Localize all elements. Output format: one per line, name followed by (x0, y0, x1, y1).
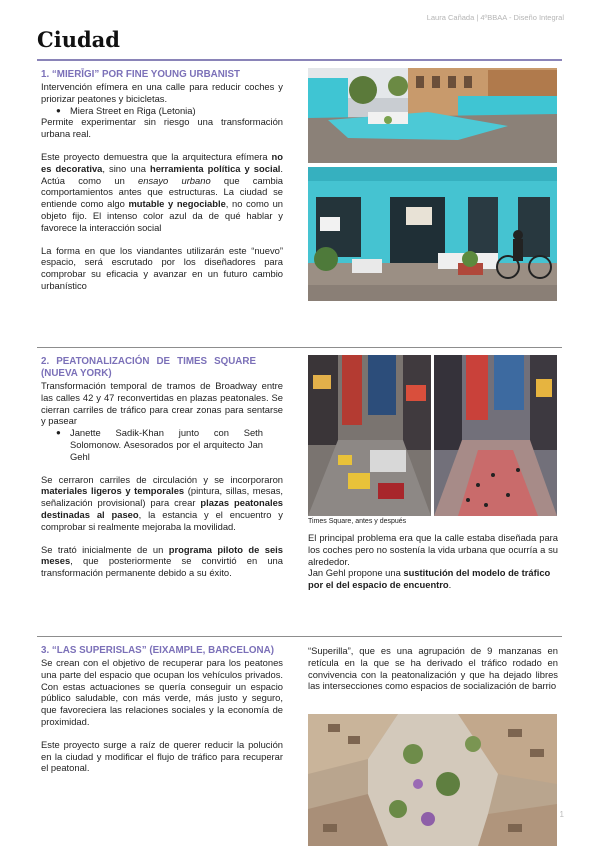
section2-paragraph3: Se trató inicialmente de un programa piloto de seis meses, que posteriormente se convirtió en una transformación permanente debido a su éxito. (41, 543, 283, 579)
author-header: Laura Cañada | 4ºBBAA - Diseño Integral (426, 13, 564, 22)
section3-paragraph2: Este proyecto surge a raíz de querer reducir la polución en la ciudad y modificar el flujo de tráfico para recuperar el peatonal. (41, 738, 283, 774)
section1-line2: Permite experimentar sin riesgo una transformación urbana real. (41, 116, 283, 140)
section2-right-text (308, 532, 558, 591)
section2-right-paragraph2: Jan Gehl propone una sustitución del modelo de tráfico por el del espacio de encuentro. (308, 567, 551, 591)
section3-paragraph1: Se crean con el objetivo de recuperar para los peatones una parte del espacio que ocupan los vehículos privados. Con estas actuaciones se quería conseguir un espacio público saludable, con más verde, más justo y seguro, que favoreciera las relaciones sociales y la economía de proximidad. (41, 657, 283, 727)
miera-street-photo-2 (308, 167, 557, 301)
page-title: Ciudad (37, 27, 120, 52)
times-square-photo (308, 355, 557, 516)
section2-intro: Transformación temporal de tramos de Broadway entre las calles 42 y 47 reconvertidas en plazas peatonales. Se cierran carriles de tráfico para crear zonas para sentarse y pasear (41, 380, 283, 427)
section1-intro: Intervención efímera en una calle para reducir coches y priorizar peatones y bicicletas. (41, 81, 283, 104)
section2-text (41, 356, 283, 579)
section1-bullet-text: Miera Street en Riga (Letonia) (70, 104, 196, 116)
section3-right-text (308, 645, 558, 692)
section3-right-paragraph1: “Superilla”, que es una agrupación de 9 manzanas en retícula en la que se ha derivado el tráfico rodado en convivencia con la peatonalización y que ha dejado libres las intersecciones como espacios de socialización de barrio (308, 645, 558, 692)
section2-paragraph2: Se cerraron carriles de circulación y se incorporaron materiales ligeros y temporales (pintura, sillas, mesas, señalización provisional) para crear plazas peatonales destinadas al paseo, la estancia y el encuentro y comprobar si realmente mejoraba la movilidad. (41, 473, 283, 532)
section-divider-1 (37, 347, 562, 348)
superilla-aerial-photo (308, 714, 557, 846)
section2-bullet-text: Janette Sadik-Khan junto con Seth Solomonow. Asesorados por el arquitecto Jan Gehl (70, 427, 263, 462)
section1-paragraph2: Este proyecto demuestra que la arquitectura efímera no es decorativa, sino una herramienta política y social. Actúa como un ensayo urbano que cambia comportamientos antes que estructuras. La ciudad se entiende como algo mutable y negociable, no como un objeto fijo. El intenso color azul da de qué hablar y favorece la interacción social (41, 150, 284, 233)
section2-title: 2. PEATONALIZACIÓN DE TIMES SQUARE (NUEVA YORK) (41, 356, 256, 379)
section2-right-paragraph1: El principal problema era que la calle estaba diseñada para los coches pero no sostenía la vida urbana que ocurría a su alrededor. (308, 532, 558, 567)
miera-street-photo-1 (308, 68, 557, 163)
times-square-caption: Times Square, antes y después (308, 518, 407, 525)
section2-bullet: ● Janette Sadik-Khan junto con Seth Solomonow. Asesorados por el arquitecto Jan Gehl (41, 427, 283, 462)
title-divider (37, 59, 562, 61)
section1-paragraph3: La forma en que los viandantes utilizarán este “nuevo” espacio, será escrutado por los diseñadores para comprobar su eficacia y avanzar en un futuro cambio urbanístico (41, 244, 283, 291)
section1-title: 1. “MIERĪGI” POR FINE YOUNG URBANIST (41, 69, 241, 80)
section3-text (41, 645, 283, 774)
section1-bullet: ● Miera Street en Riga (Letonia) (41, 105, 283, 117)
page-number: 1 (559, 810, 564, 819)
section-divider-2 (37, 636, 562, 637)
section1-text (41, 69, 283, 292)
section3-title: 3. “LAS SUPERISLAS” (EIXAMPLE, BARCELONA) (41, 645, 274, 656)
